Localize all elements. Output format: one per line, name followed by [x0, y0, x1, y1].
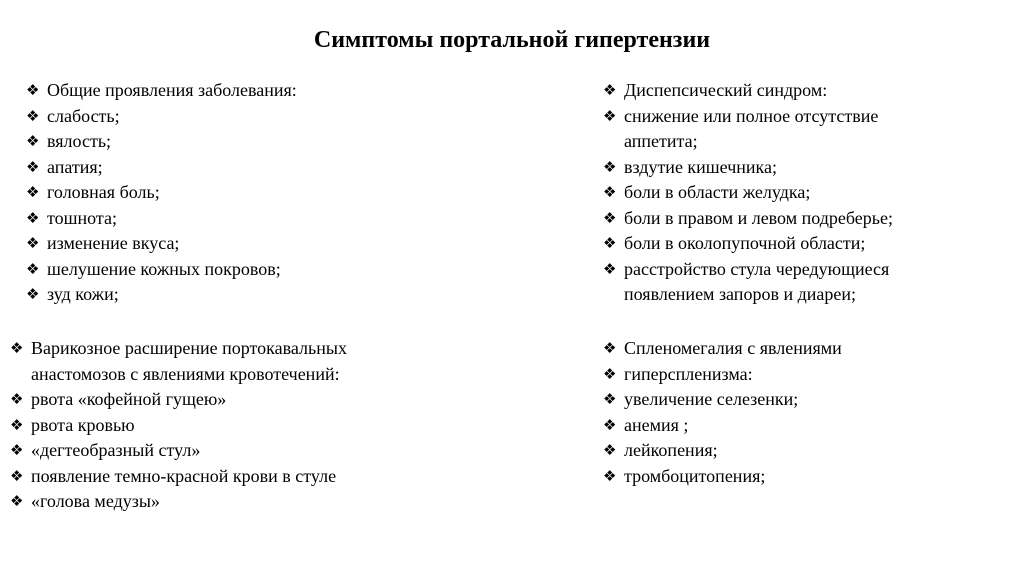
list-item-text: зуд кожи; [47, 284, 119, 304]
list-item [603, 180, 893, 206]
dyspeptic-symptoms-list [603, 78, 893, 308]
diamond-bullet-icon: ❖ [603, 81, 617, 99]
diamond-bullet-icon: ❖ [26, 157, 40, 176]
list-item [26, 257, 297, 283]
general-symptoms-list [26, 78, 297, 308]
splenomegaly-symptoms-list [603, 336, 842, 489]
list-item [603, 257, 893, 308]
list-item-text: тошнота; [47, 207, 117, 228]
list-item-text: увеличение селезенки; [624, 389, 799, 409]
diamond-bullet-icon: ❖ [603, 390, 617, 408]
list-item [26, 282, 297, 308]
list-item [26, 180, 297, 206]
list-item-text: гиперспленизма: [624, 363, 753, 384]
list-item [10, 336, 347, 387]
list-item-text: анастомозов с явлениями кровотечений: [31, 363, 340, 384]
diamond-bullet-icon: ❖ [26, 132, 40, 150]
list-item-text: апатия; [47, 156, 103, 177]
list-item-text: анемия ; [624, 414, 689, 435]
list-item [603, 155, 893, 181]
diamond-bullet-icon: ❖ [603, 183, 617, 201]
list-item [603, 231, 893, 257]
list-item-text: расстройство стула чередующиеся [624, 258, 890, 279]
diamond-bullet-icon: ❖ [603, 466, 617, 485]
list-item-text: появлением запоров и диареи; [624, 284, 856, 304]
diamond-bullet-icon: ❖ [10, 441, 24, 459]
list-item [10, 387, 347, 413]
list-item-text: аппетита; [624, 131, 698, 151]
list-item [26, 231, 297, 257]
list-item-text: головная боль; [47, 182, 160, 202]
list-item-text: «голова медузы» [31, 491, 160, 511]
list-item-text: вздутие кишечника; [624, 156, 777, 177]
list-item [10, 489, 347, 515]
page-title: Симптомы портальной гипертензии [313, 27, 711, 53]
list-item-text: Общие проявления заболевания: [47, 80, 297, 100]
list-item [26, 206, 297, 232]
varicose-symptoms-list [10, 336, 347, 515]
diamond-bullet-icon: ❖ [10, 390, 24, 408]
diamond-bullet-icon: ❖ [603, 234, 617, 252]
list-item-text: боли в околопупочной области; [624, 233, 866, 253]
list-item-text: слабость; [47, 105, 120, 126]
diamond-bullet-icon: ❖ [603, 157, 617, 176]
diamond-bullet-icon: ❖ [10, 339, 24, 357]
diamond-bullet-icon: ❖ [603, 208, 617, 227]
list-item [603, 413, 842, 439]
diamond-bullet-icon: ❖ [10, 492, 24, 510]
list-item [10, 438, 347, 464]
list-item [10, 464, 347, 490]
diamond-bullet-icon: ❖ [26, 208, 40, 227]
diamond-bullet-icon: ❖ [26, 259, 40, 278]
list-item [26, 129, 297, 155]
list-item-text: Диспепсический синдром: [624, 80, 828, 100]
list-item-text: появление темно-красной крови в стуле [31, 465, 337, 486]
list-item-text: снижение или полное отсутствие [624, 105, 879, 126]
diamond-bullet-icon: ❖ [603, 441, 617, 459]
list-item-text: «дегтеобразный стул» [31, 440, 201, 460]
diamond-bullet-icon: ❖ [26, 183, 40, 201]
diamond-bullet-icon: ❖ [603, 259, 617, 278]
diamond-bullet-icon: ❖ [10, 466, 24, 485]
diamond-bullet-icon: ❖ [603, 415, 617, 434]
list-item [603, 206, 893, 232]
diamond-bullet-icon: ❖ [603, 106, 617, 125]
list-item [603, 438, 842, 464]
diamond-bullet-icon: ❖ [603, 339, 617, 357]
diamond-bullet-icon: ❖ [603, 364, 617, 383]
diamond-bullet-icon: ❖ [26, 234, 40, 252]
list-item [26, 155, 297, 181]
diamond-bullet-icon: ❖ [10, 415, 24, 434]
list-item-text: боли в области желудка; [624, 182, 811, 202]
list-item-text: боли в правом и левом подреберье; [624, 207, 893, 228]
list-item-text: рвота кровью [31, 414, 135, 435]
list-item [26, 78, 297, 104]
list-item [603, 78, 893, 104]
list-item-text: лейкопения; [624, 440, 718, 460]
list-item-text: тромбоцитопения; [624, 465, 766, 486]
list-item [26, 104, 297, 130]
list-item-text: рвота «кофейной гущею» [31, 389, 227, 409]
diamond-bullet-icon: ❖ [26, 285, 40, 303]
diamond-bullet-icon: ❖ [26, 106, 40, 125]
list-item [10, 413, 347, 439]
list-item-text: Варикозное расширение портокавальных [31, 338, 347, 358]
list-item [603, 336, 842, 362]
list-item-text: Спленомегалия с явлениями [624, 338, 842, 358]
diamond-bullet-icon: ❖ [26, 81, 40, 99]
list-item [603, 104, 893, 155]
list-item-text: вялость; [47, 131, 112, 151]
list-item [603, 387, 842, 413]
list-item-text: шелушение кожных покровов; [47, 258, 281, 279]
list-item-text: изменение вкуса; [47, 233, 180, 253]
list-item [603, 464, 842, 490]
list-item [603, 362, 842, 388]
